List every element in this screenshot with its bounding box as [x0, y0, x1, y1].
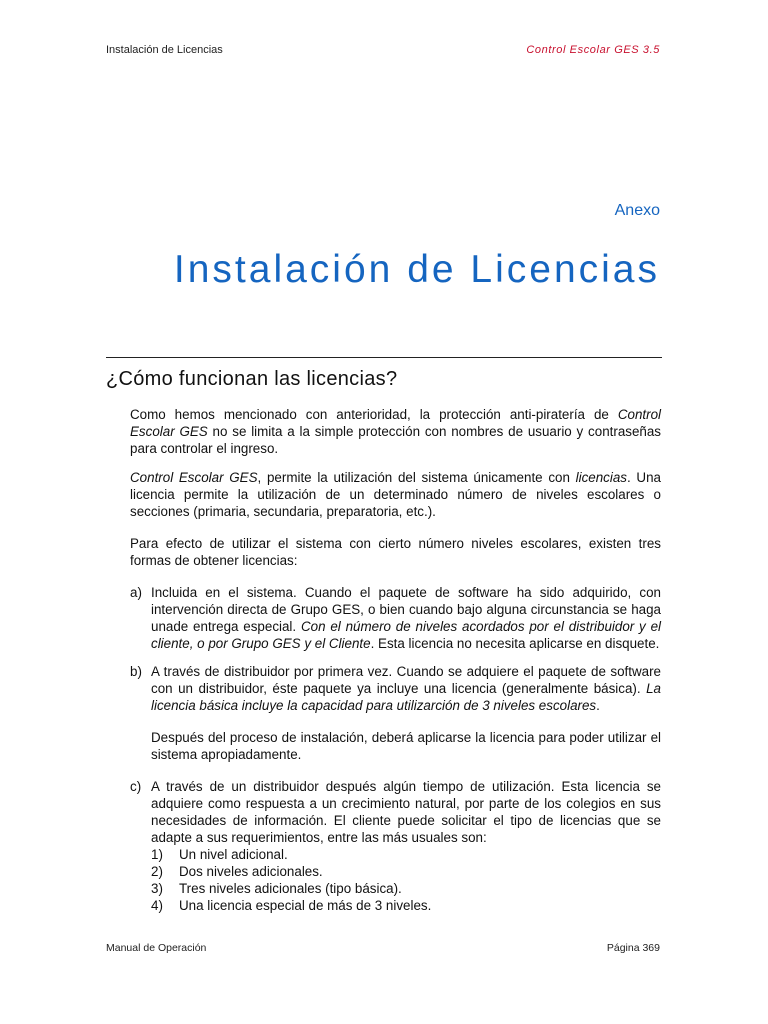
running-header-right: Control Escolar GES 3.5	[526, 44, 660, 56]
list-text	[151, 663, 661, 714]
list-text-part: A través de distribuidor por primera vez. Cuando se adquiere el paquete de software con un distribuidor, éste paquete ya incluye una licencia (generalmente básica).	[151, 664, 661, 696]
footer-left: Manual de Operación	[106, 942, 207, 954]
sublist-number: 3)	[151, 881, 163, 896]
running-header-left: Instalación de Licencias	[106, 44, 223, 56]
paragraph-after-install: Después del proceso de instalación, deberá aplicarse la licencia para poder utilizar el sistema apropiadamente.	[151, 730, 661, 762]
paragraph-protection	[130, 406, 661, 457]
paragraph-forms: Para efecto de utilizar el sistema con cierto número niveles escolares, existen tres formas de obtener licencias:	[130, 536, 661, 568]
sublist-item	[151, 846, 661, 863]
product-name: Control Escolar GES	[130, 470, 258, 485]
product-name: Control Escolar GES	[130, 407, 661, 439]
paragraph-licenses	[130, 469, 661, 520]
list-label: a)	[130, 585, 142, 600]
list-text	[151, 584, 661, 652]
sublist-text: Un nivel adicional.	[179, 847, 288, 862]
sublist-number: 2)	[151, 864, 163, 879]
page-number: Página 369	[606, 942, 660, 954]
sublist-item	[151, 863, 661, 880]
sublist-number: 4)	[151, 898, 163, 913]
section-divider	[106, 357, 662, 358]
list-label: b)	[130, 664, 142, 679]
sublist-item	[151, 880, 661, 897]
list-text-emphasis: Con el número de niveles acordados por el distribuidor y el cliente, o por Grupo GES y el Cliente	[151, 619, 661, 651]
list-text: A través de un distribuidor después algún tiempo de utilización. Esta licencia se adquiere como respuesta a un crecimiento natural, por parte de los colegios en sus necesidades de información. El cliente puede solicitar el tipo de licencias que se adapte a sus requerimientos, entre las más usuales son:	[151, 779, 661, 845]
section-heading: ¿Cómo funcionan las licencias?	[106, 368, 398, 390]
annex-label: Anexo	[614, 202, 660, 219]
sublist-text: Dos niveles adicionales.	[179, 864, 323, 879]
list-label: c)	[130, 779, 142, 794]
paragraph-text: no se limita a la simple protección con nombres de usuario y contraseñas para controlar el ingreso.	[130, 424, 662, 456]
sublist-number: 1)	[151, 847, 163, 862]
paragraph-text: Como hemos mencionado con anterioridad, la protección anti-piratería de	[130, 407, 618, 422]
sublist-text: Una licencia especial de más de 3 niveles.	[179, 898, 432, 913]
list-text-part: Incluida en el sistema. Cuando el paquete de software ha sido adquirido, con intervención directa de Grupo GES, o bien cuando bajo alguna circunstancia se haga unade entrega especial.	[151, 585, 661, 634]
paragraph-text: . Una licencia permite la utilización de un determinado número de niveles escolares o secciones (primaria, secundaria, preparatoria, etc.).	[130, 470, 661, 519]
term-licencias: licencias	[575, 470, 627, 485]
list-item-a	[130, 584, 661, 652]
list-text-emphasis: La licencia básica incluye la capacidad para utilizarción de 3 niveles escolares	[151, 681, 661, 713]
list-item-b	[130, 663, 661, 714]
page-title: Instalación de Licencias	[173, 248, 660, 291]
list-item-c	[130, 778, 661, 914]
sublist-text: Tres niveles adicionales (tipo básica).	[179, 881, 402, 896]
paragraph-text: , permite la utilización del sistema únicamente con	[257, 470, 576, 485]
list-text-part: .	[596, 698, 600, 713]
list-text-part: . Esta licencia no necesita aplicarse en disquete.	[370, 636, 660, 651]
sublist-item	[151, 897, 661, 914]
sublist	[151, 846, 661, 914]
